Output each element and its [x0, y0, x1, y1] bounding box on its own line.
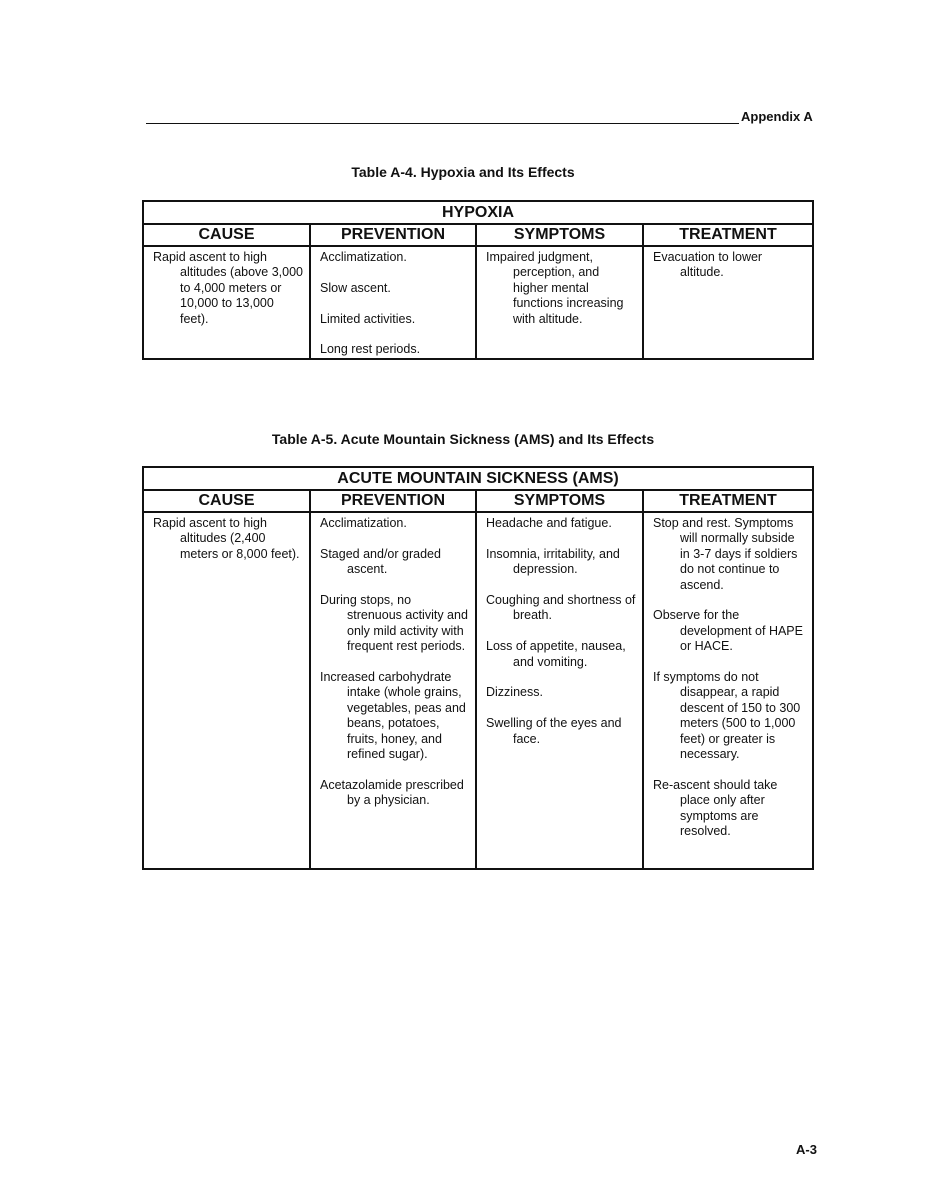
cell-entry: Acclimatization.	[320, 516, 407, 530]
prevention-cell	[310, 246, 476, 359]
cell-entry: Coughing and shortness of breath.	[486, 593, 636, 623]
prevention-cell	[310, 512, 476, 869]
column-header-treatment: TREATMENT	[643, 490, 813, 512]
column-header-treatment: TREATMENT	[643, 224, 813, 246]
table-a4	[142, 200, 814, 360]
page-number: A-3	[796, 1142, 817, 1157]
table-a4-caption: Table A-4. Hypoxia and Its Effects	[351, 164, 575, 180]
column-header-prevention: PREVENTION	[310, 224, 476, 246]
cell-entry: During stops, no strenuous activity and only mild activity with frequent rest periods.	[320, 593, 468, 654]
table-title: HYPOXIA	[143, 201, 813, 224]
table-title: ACUTE MOUNTAIN SICKNESS (AMS)	[143, 467, 813, 490]
treatment-cell	[643, 246, 813, 359]
cell-entry: Staged and/or graded ascent.	[320, 546, 441, 577]
column-header-cause: CAUSE	[143, 224, 310, 246]
cell-entry: Stop and rest. Symptoms will normally subside in 3-7 days if soldiers do not continue to ascend.	[653, 516, 798, 592]
cell-entry: Increased carbohydrate intake (whole grains, vegetables, peas and beans, potatoes, fruits, honey, and refined sugar).	[320, 670, 466, 762]
cell-entry: Slow ascent.	[320, 280, 391, 295]
cause-cell	[143, 246, 310, 359]
cell-entry: Rapid ascent to high altitudes (2,400 meters or 8,000 feet).	[153, 516, 300, 561]
column-header-prevention: PREVENTION	[310, 490, 476, 512]
cell-entry: Re-ascent should take place only after symptoms are resolved.	[653, 777, 778, 839]
cell-entry: If symptoms do not disappear, a rapid descent of 150 to 300 meters (500 to 1,000 feet) or greater is necessary.	[653, 670, 801, 762]
table-a5-caption: Table A-5. Acute Mountain Sickness (AMS) and Its Effects	[271, 431, 655, 447]
cause-cell	[143, 512, 310, 869]
cell-entry: Swelling of the eyes and face.	[486, 716, 622, 746]
cell-entry: Impaired judgment, perception, and higher mental functions increasing with altitude.	[486, 250, 624, 326]
cell-entry: Evacuation to lower altitude.	[653, 250, 763, 280]
cell-entry: Rapid ascent to high altitudes (above 3,000 to 4,000 meters or 10,000 to 13,000 feet).	[153, 250, 304, 326]
cell-entry: Acetazolamide prescribed by a physician.	[320, 777, 464, 808]
header-rule	[146, 123, 739, 124]
cell-entry: Headache and fatigue.	[486, 516, 612, 530]
column-header-cause: CAUSE	[143, 490, 310, 512]
column-header-symptoms: SYMPTOMS	[476, 490, 643, 512]
cell-entry: Observe for the development of HAPE or HACE.	[653, 608, 803, 654]
section-header: Appendix A	[741, 109, 813, 124]
treatment-cell	[643, 512, 813, 869]
cell-entry: Dizziness.	[486, 685, 543, 700]
symptoms-cell	[476, 512, 643, 869]
cell-entry: Acclimatization.	[320, 250, 407, 264]
cell-entry: Long rest periods.	[320, 342, 421, 357]
cell-entry: Loss of appetite, nausea, and vomiting.	[486, 639, 626, 669]
column-header-symptoms: SYMPTOMS	[476, 224, 643, 246]
cell-entry: Limited activities.	[320, 311, 416, 326]
symptoms-cell	[476, 246, 643, 359]
table-a5	[142, 466, 814, 870]
cell-entry: Insomnia, irritability, and depression.	[486, 546, 620, 577]
